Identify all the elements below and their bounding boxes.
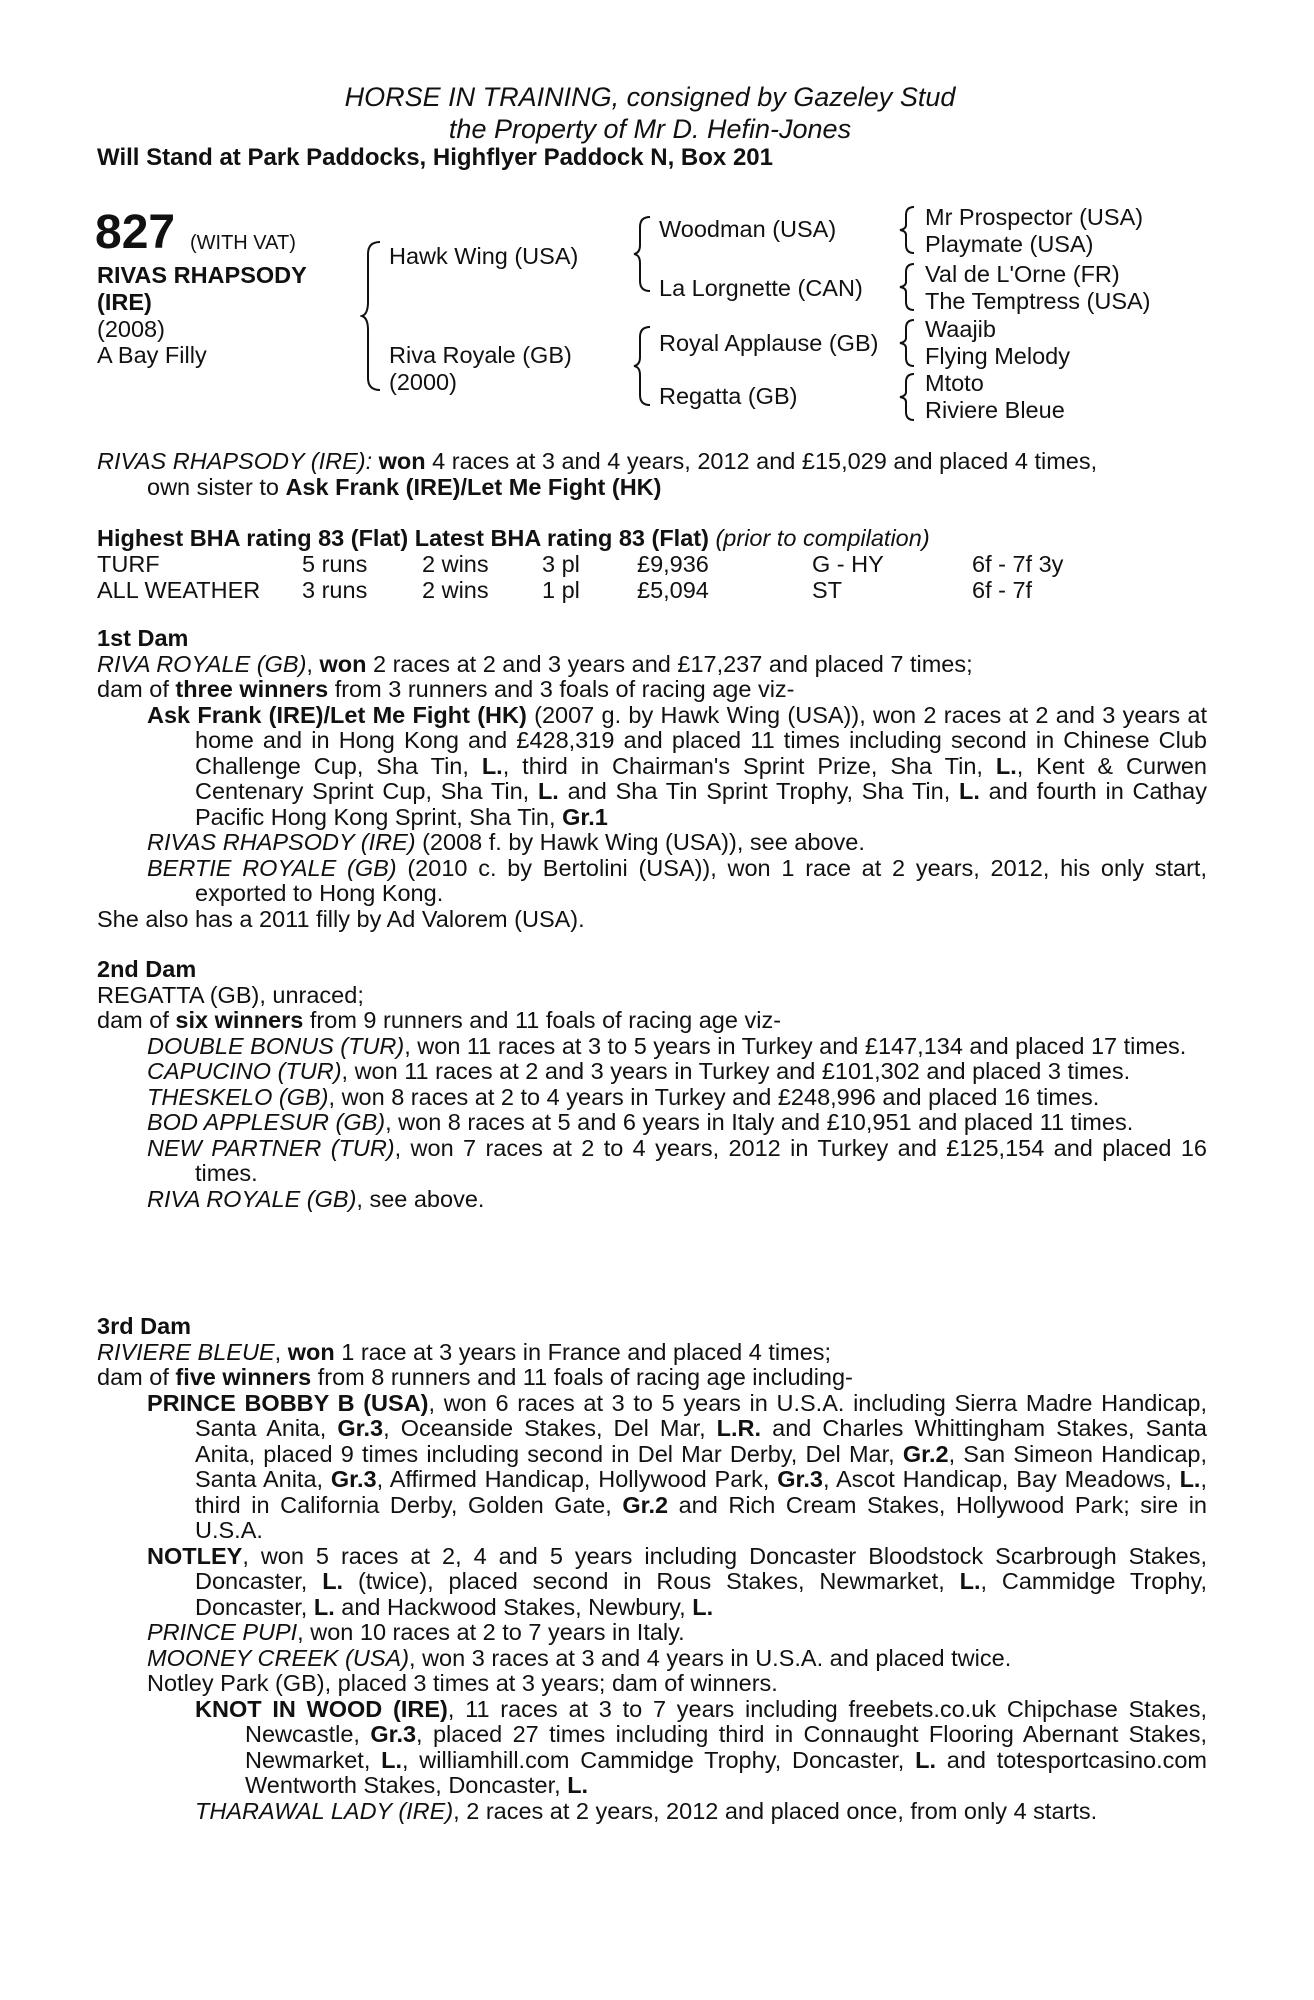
pedigree-sss: Mr Prospector (USA) [925, 204, 1144, 230]
progeny-text: , won 3 races at 3 and 4 years in U.S.A. and placed twice. [409, 1644, 1012, 1671]
rating-heading-line [97, 525, 930, 551]
dam-of-label: dam of [97, 676, 176, 702]
sire-dam-brace [360, 240, 384, 392]
pedigree-ssd: Playmate (USA) [925, 231, 1094, 257]
progeny-name: Ask Frank (IRE)/Let Me Fight (HK) [147, 701, 527, 728]
progeny-text: (2008 f. by Hawk Wing (USA)), see above. [415, 829, 865, 855]
winners-count: five winners [175, 1364, 312, 1390]
rating-wins: 2 wins [422, 577, 489, 603]
summary-name: RIVAS RHAPSODY (IRE): [97, 448, 373, 474]
progeny-text: , San Simeon Handicap, Santa Anita, [195, 1440, 1207, 1492]
listed: L.R. [716, 1415, 762, 1441]
group: Gr.3 [777, 1466, 823, 1492]
pedigree-dam: Riva Royale (GB) [389, 342, 572, 368]
foals-text: from 8 runners and 11 foals of racing age including- [311, 1364, 853, 1390]
progeny-name: BOD APPLESUR (GB) [147, 1109, 386, 1135]
race-summary [97, 449, 1207, 500]
group: Gr.2 [622, 1491, 669, 1518]
sire-brace [632, 215, 654, 293]
first-dam-record: 2 races at 2 and 3 years and £17,237 and placed 7 times; [366, 650, 973, 677]
third-dam-record: 1 race at 3 years in France and placed 4 times; [334, 1338, 832, 1365]
listed: L. [1179, 1466, 1201, 1492]
won-label: won [319, 650, 367, 677]
first-dam-heading: 1st Dam [97, 625, 189, 651]
progeny-name: CAPUCINO (TUR) [147, 1058, 342, 1084]
horse-description: A Bay Filly [97, 342, 207, 368]
progeny-name: MOONEY CREEK (USA) [147, 1644, 410, 1671]
ds-brace [898, 318, 918, 368]
progeny-name: RIVAS RHAPSODY (IRE) [147, 829, 416, 855]
listed: L. [995, 752, 1017, 779]
rating-runs: 3 runs [302, 577, 368, 603]
progeny-name: RIVA ROYALE (GB) [147, 1185, 357, 1212]
group: Gr.3 [337, 1415, 384, 1441]
pedigree-sd: La Lorgnette (CAN) [659, 275, 863, 301]
progeny-text: , won 11 races at 2 and 3 years in Turkey and £101,302 and placed 3 times. [341, 1058, 1131, 1084]
progeny-text: and Rich Cream Stakes, Hollywood Park; sire in U.S.A. [195, 1491, 1207, 1543]
progeny-text: and totesportcasino.com Wentworth Stakes, Doncaster, [245, 1746, 1208, 1798]
progeny-text: and fourth in Cathay Pacific Hong Kong Sprint, Sha Tin, [195, 778, 1207, 830]
grandprogeny-knot-in-wood [97, 1697, 1207, 1799]
header-property: the Property of Mr D. Hefin-Jones [448, 114, 852, 144]
progeny-text: and Sha Tin Sprint Trophy, Sha Tin, [558, 778, 960, 804]
horse-country: (IRE) [97, 289, 152, 315]
pedigree-ddd: Riviere Bleue [925, 397, 1065, 423]
rating-going: G - HY [812, 551, 884, 577]
listed: L. [959, 778, 980, 804]
pedigree-sire: Hawk Wing (USA) [389, 243, 579, 269]
progeny-text: , placed 27 times including third in Connaught Flooring Abernant Stakes, Newmarket, [245, 1721, 1207, 1773]
group: Gr.1 [562, 803, 608, 830]
ss-brace [898, 205, 918, 255]
progeny-ask-frank [97, 703, 1207, 831]
progeny-double-bonus [97, 1034, 1207, 1060]
rating-row-turf [97, 551, 1197, 577]
progeny-bod-applesur [97, 1110, 1207, 1136]
progeny-text: , won 10 races at 2 to 7 years in Italy. [297, 1619, 685, 1645]
progeny-text: , won 6 races at 3 to 5 years in U.S.A. including Sierra Madre Handicap, Santa Anita, [195, 1389, 1207, 1441]
progeny-text: , Affirmed Handicap, Hollywood Park, [376, 1466, 778, 1492]
third-dam-name: RIVIERE BLEUE [97, 1338, 275, 1365]
progeny-theskelo [97, 1085, 1207, 1111]
rating-prize: £9,936 [637, 551, 709, 577]
rating-surface: TURF [97, 551, 160, 577]
listed: L. [537, 778, 559, 804]
progeny-text: (twice), placed second in Rous Stakes, Newmarket, [343, 1568, 960, 1594]
listed: L. [381, 1746, 403, 1773]
progeny-name: DOUBLE BONUS (TUR) [147, 1032, 405, 1059]
first-dam-name: RIVA ROYALE (GB) [97, 650, 307, 677]
dd-brace [898, 372, 918, 422]
progeny-text: and Hackwood Stakes, Newbury, [334, 1593, 693, 1620]
progeny-text: , williamhill.com Cammidge Trophy, Doncaster, [402, 1746, 916, 1773]
rating-placed: 3 pl [542, 551, 580, 577]
progeny-text: (2007 g. by Hawk Wing (USA)), won 2 races at 2 and 3 years at home and in Hong Kong and £428,319 and placed 11 times including second in Chinese Club Challenge Cup, Sha Tin, [195, 701, 1207, 779]
pedigree-ds: Royal Applause (GB) [659, 330, 879, 356]
progeny-name: PRINCE BOBBY B (USA) [147, 1389, 429, 1416]
progeny-text: , won 8 races at 2 to 4 years in Turkey and £248,996 and placed 16 times. [328, 1083, 1100, 1110]
rating-surface: ALL WEATHER [97, 577, 261, 603]
dam-of-label: dam of [97, 1007, 176, 1033]
rating-distance: 6f - 7f [972, 577, 1033, 603]
third-dam-heading: 3rd Dam [97, 1313, 192, 1339]
progeny-name: BERTIE ROYALE (GB) [147, 854, 397, 881]
pedigree-dd: Regatta (GB) [659, 383, 798, 409]
progeny-text: , won 11 races at 3 to 5 years in Turkey and £147,134 and placed 17 times. [404, 1032, 1187, 1059]
foals-text: from 9 runners and 11 foals of racing age viz- [303, 1007, 782, 1033]
rating-runs: 5 runs [302, 551, 368, 577]
rating-heading: Highest BHA rating 83 (Flat) Latest BHA rating 83 (Flat) [97, 525, 709, 551]
rating-note: (prior to compilation) [708, 525, 930, 551]
progeny-name: THARAWAL LADY (IRE) [195, 1797, 454, 1824]
won-label: won [287, 1338, 335, 1365]
pedigree-sdd: The Temptress (USA) [925, 288, 1151, 314]
dam-of-label: dam of [97, 1364, 176, 1390]
lot-vat: (WITH VAT) [190, 232, 296, 254]
progeny-prince-pupi [97, 1620, 1207, 1646]
progeny-new-partner [97, 1136, 1207, 1187]
progeny-text: , Ascot Handicap, Bay Meadows, [822, 1466, 1180, 1492]
rating-going: ST [812, 577, 843, 603]
also-has: She also has a 2011 filly by Ad Valorem (USA). [97, 905, 585, 932]
group: Gr.2 [902, 1440, 949, 1467]
lot-number: 827 [95, 206, 176, 259]
pedigree-dds: Mtoto [925, 370, 984, 396]
progeny-name: THESKELO (GB) [147, 1083, 329, 1110]
pedigree-dss: Waajib [925, 316, 996, 342]
header-stand: Will Stand at Park Paddocks, Highflyer Paddock N, Box 201 [97, 144, 773, 171]
header-consignor: HORSE IN TRAINING, consigned by Gazeley Stud [344, 82, 956, 112]
foals-text: from 3 runners and 3 foals of racing age viz- [328, 676, 795, 702]
progeny-name: KNOT IN WOOD (IRE) [195, 1695, 448, 1722]
progeny-text: (2010 c. by Bertolini (USA)), won 1 race at 2 years, 2012, his only start, exported to Hong Kong. [195, 854, 1207, 906]
dam-brace [632, 325, 654, 407]
listed: L. [322, 1568, 344, 1594]
winners-count: six winners [175, 1007, 304, 1033]
grandprogeny-tharawal-lady [97, 1799, 1207, 1825]
progeny-text: , 2 races at 2 years, 2012 and placed once, from only 4 starts. [453, 1797, 1098, 1824]
pedigree-sds: Val de L'Orne (FR) [925, 261, 1120, 287]
progeny-mooney-creek [97, 1646, 1207, 1672]
horse-name: RIVAS RHAPSODY [97, 262, 307, 288]
progeny-text: and Charles Whittingham Stakes, Santa Anita, placed 9 times including second in Del Mar Derby, Del Mar, [195, 1415, 1207, 1467]
listed: L. [567, 1772, 589, 1798]
first-dam-section [97, 626, 1207, 932]
progeny-text: , 11 races at 3 to 7 years including freebets.co.uk Chipchase Stakes, Newcastle, [245, 1695, 1207, 1747]
progeny-riva-royale [97, 1187, 1207, 1213]
progeny-name: PRINCE PUPI [147, 1619, 298, 1645]
sep: , [306, 650, 320, 677]
progeny-capucino [97, 1059, 1207, 1085]
progeny-text: , Cammidge Trophy, Doncaster, [195, 1568, 1207, 1620]
progeny-bertie [97, 856, 1207, 907]
sep: , [274, 1338, 288, 1365]
pedigree-ss: Woodman (USA) [659, 216, 837, 242]
progeny-text: , third in California Derby, Golden Gate, [195, 1466, 1207, 1518]
progeny-text: , Oceanside Stakes, Del Mar, [383, 1415, 717, 1441]
rating-distance: 6f - 7f 3y [972, 551, 1064, 577]
rating-prize: £5,094 [637, 577, 709, 603]
pedigree-dsd: Flying Melody [925, 343, 1070, 369]
second-dam-heading: 2nd Dam [97, 956, 197, 982]
progeny-text: , won 7 races at 2 to 4 years, 2012 in Turkey and £125,154 and placed 16 times. [195, 1134, 1207, 1186]
rating-wins: 2 wins [422, 551, 489, 577]
listed: L. [692, 1593, 714, 1620]
progeny-text: , won 5 races at 2, 4 and 5 years including Doncaster Bloodstock Scarbrough Stakes, Doncaster, [195, 1542, 1207, 1594]
second-dam-section [97, 957, 1207, 1212]
listed: L. [313, 1593, 335, 1620]
progeny-notley-park: Notley Park (GB), placed 3 times at 3 years; dam of winners. [147, 1670, 778, 1696]
second-dam-name: REGATTA (GB), unraced; [97, 981, 364, 1008]
summary-text2: own sister to [147, 473, 286, 500]
listed: L. [481, 752, 503, 779]
progeny-text: , third in Chairman's Sprint Prize, Sha Tin, [502, 752, 996, 779]
progeny-rivas [97, 830, 1207, 856]
progeny-notley [97, 1544, 1207, 1621]
listed: L. [915, 1746, 936, 1773]
summary-text1: 4 races at 3 and 4 years, 2012 and £15,029 and placed 4 times, [425, 448, 1098, 474]
sd-brace [898, 262, 918, 312]
progeny-text: , Kent & Curwen Centenary Sprint Cup, Sha Tin, [195, 752, 1208, 804]
third-dam-section [97, 1314, 1207, 1824]
horse-year: (2008) [97, 316, 165, 342]
listed: L. [959, 1568, 981, 1594]
progeny-prince-bobby [97, 1391, 1207, 1544]
rating-placed: 1 pl [542, 577, 580, 603]
progeny-name: NEW PARTNER (TUR) [147, 1134, 395, 1161]
winners-count: three winners [175, 676, 329, 702]
summary-sister: Ask Frank (IRE)/Let Me Fight (HK) [285, 473, 662, 500]
progeny-name: NOTLEY [147, 1542, 243, 1569]
rating-row-aw [97, 577, 1197, 603]
summary-won: won [378, 448, 426, 474]
group: Gr.3 [370, 1721, 417, 1747]
group: Gr.3 [330, 1466, 377, 1492]
progeny-text: , see above. [356, 1185, 485, 1212]
pedigree-dam-year: (2000) [389, 369, 457, 395]
progeny-text: , won 8 races at 5 and 6 years in Italy and £10,951 and placed 11 times. [385, 1109, 1134, 1135]
